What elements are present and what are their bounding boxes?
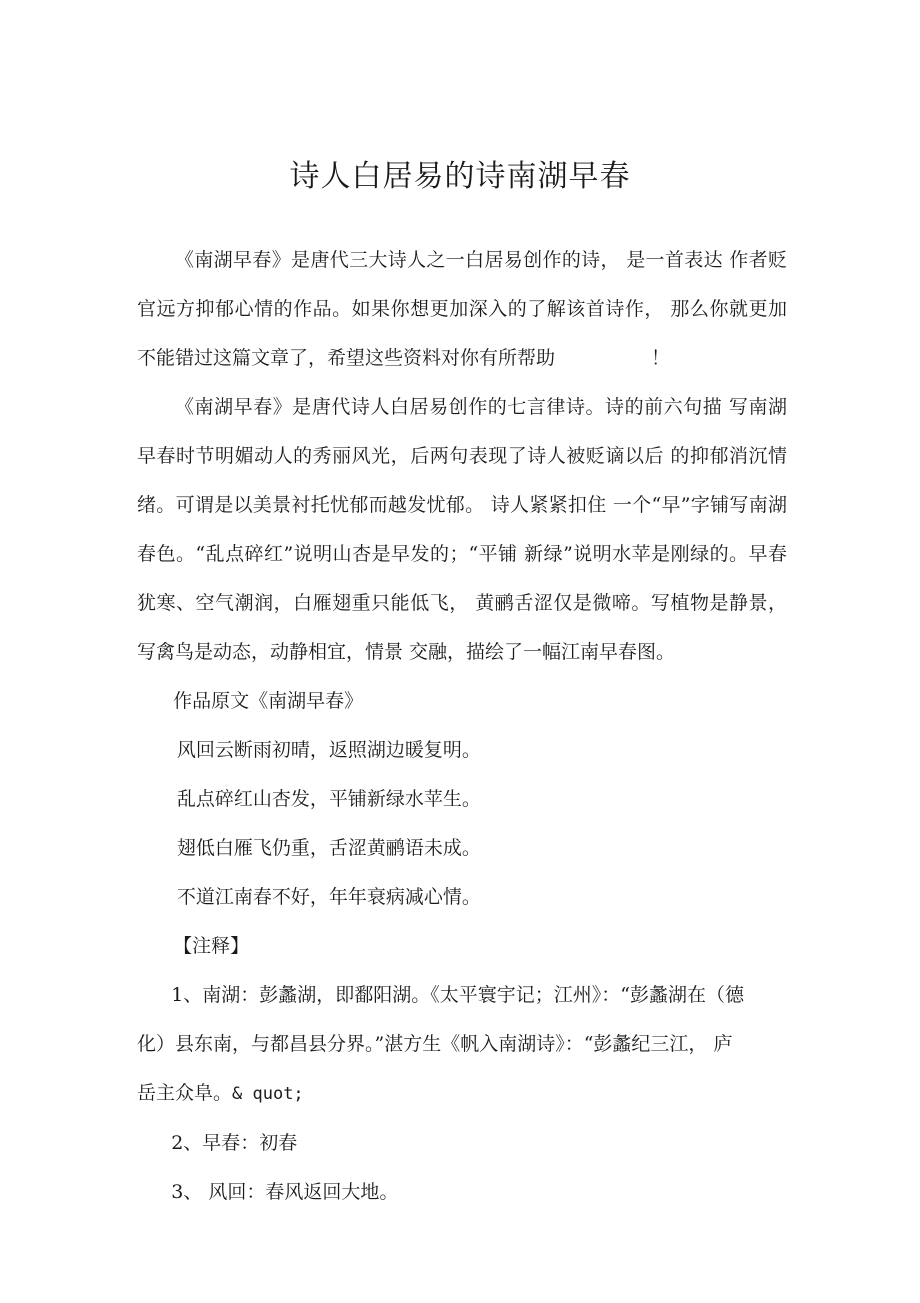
poem-line: 翅低白雁飞仍重，舌涩黄鹂语未成。 (176, 837, 481, 859)
original-text-heading: 作品原文《南湖早春》 (173, 690, 364, 712)
intro-text: 《南湖早春》是唐代三大诗人之一白居易创作的诗， 是一首表达 作者贬官远方抑郁心情的作品。如果你想更加深入的了解该首诗作， 那么你就更加不能错过这篇文章了，希望这些资料对你有所帮助 (137, 249, 787, 369)
note-item-1-line-1: 1、南湖：彭蠡湖，即鄱阳湖。《太平寰宇记；江州》：“彭蠡湖在（德 (171, 984, 744, 1006)
note-item-1-line-3 (137, 1069, 787, 1119)
note-item-1-line-2: 化）县东南，与都昌县分界。”湛方生《帆入南湖诗》：“彭蠡纪三江， 庐 (137, 1033, 733, 1055)
poem-line: 不道江南春不好，年年衰病减心情。 (176, 886, 481, 908)
note-item-2: 2、早春：初春 (171, 1132, 298, 1154)
note-item-1-line-3-cn: 岳主众阜。 (137, 1082, 233, 1104)
analysis-paragraph: 《南湖早春》是唐代诗人白居易创作的七言律诗。诗的前六句描 写南湖早春时节明媚动人的秀丽风光，后两句表现了诗人被贬谪以后 的抑郁消沉情绪。可谓是以美景衬托忧郁而越发忧郁。 诗人紧紧扣住 一个“早”字铺写南湖春色。“乱点碎红”说明山杏是早发的；“平铺 新绿”说明水苹是刚绿的。早春犹寒、空气潮润，白雁翅重只能低飞， 黄鹂舌涩仅是微啼。写植物是静景，写禽鸟是动态，动静相宜，情景 交融，描绘了一幅江南早春图。 (137, 396, 787, 663)
poem-line: 乱点碎红山杏发，平铺新绿水苹生。 (176, 788, 481, 810)
intro-paragraph (137, 236, 787, 383)
notes-heading: 【注释】 (173, 935, 250, 957)
intro-exclamation: ！ (651, 347, 671, 369)
note-item-3: 3、 风回：春风返回大地。 (171, 1181, 399, 1203)
poem-line: 风回云断雨初晴，返照湖边暖复明。 (176, 739, 481, 761)
note-item-1-html-entity: & quot; (232, 1084, 304, 1104)
page-title: 诗人白居易的诗南湖早春 (289, 159, 631, 195)
document-body (137, 236, 787, 1217)
